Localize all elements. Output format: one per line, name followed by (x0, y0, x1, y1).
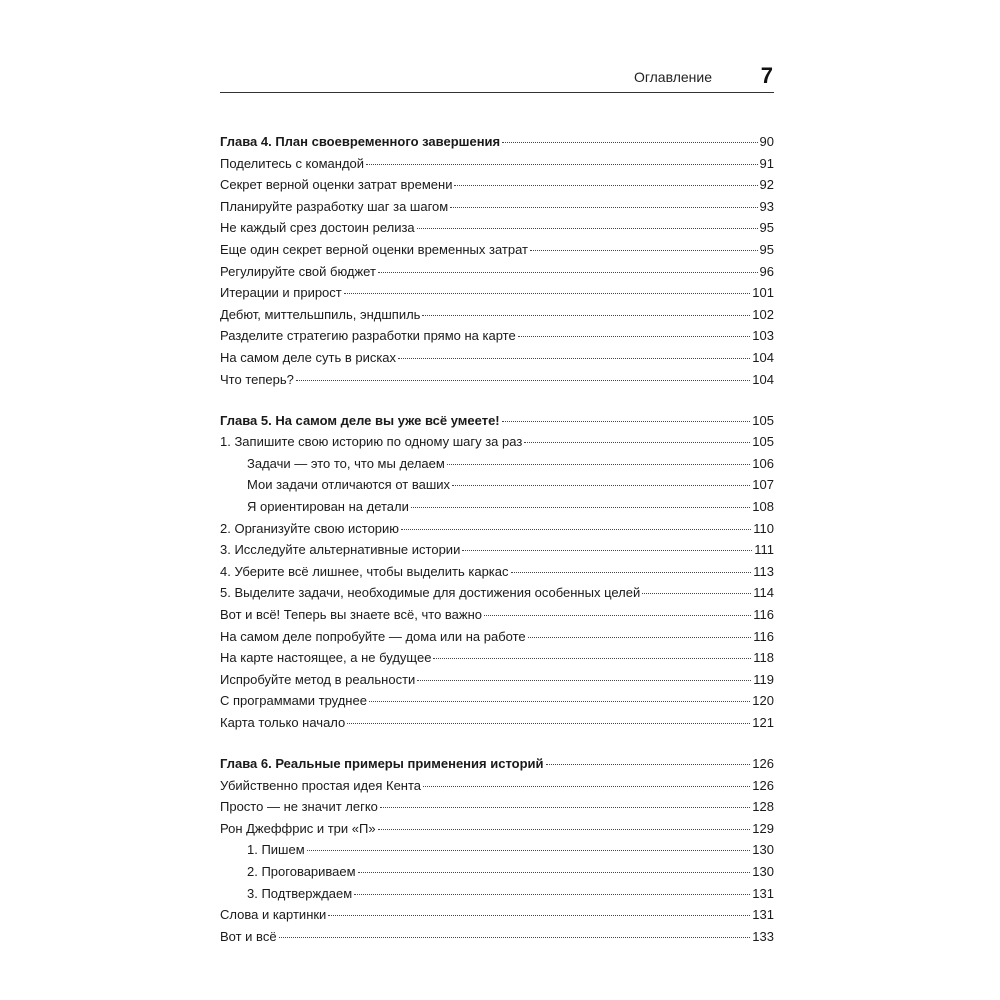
dot-leader (422, 314, 750, 316)
running-title: Оглавление (633, 69, 712, 85)
toc-entry-page: 133 (752, 928, 774, 944)
toc-entry (220, 604, 774, 626)
toc-entry (220, 174, 774, 196)
toc-entry-title: Испробуйте метод в реальности (220, 671, 416, 687)
toc-entry-title: Дебют, миттельшпиль, эндшпиль (220, 306, 421, 322)
toc-entry-page: 107 (752, 477, 774, 493)
toc-entry-page: 91 (759, 155, 774, 171)
toc-entry-title: Еще один секрет верной оценки временных затрат (220, 241, 528, 257)
toc-entry-title: 1. Пишем (247, 842, 305, 858)
dot-leader (347, 722, 750, 724)
dot-leader (524, 441, 750, 443)
toc-entry-title: Задачи — это то, что мы делаем (247, 455, 445, 471)
dot-leader (358, 871, 751, 873)
toc-entry-page: 120 (752, 693, 774, 709)
toc-chapter-heading (220, 753, 774, 775)
toc-entry (220, 539, 774, 561)
toc-chapter-heading (220, 410, 774, 432)
toc-entry (220, 369, 774, 391)
toc-subentry (220, 453, 774, 475)
dot-leader (511, 571, 752, 573)
toc-entry (220, 261, 774, 283)
dot-leader (530, 249, 758, 251)
toc-entry (220, 304, 774, 326)
toc-entry (220, 626, 774, 648)
toc-subentry (220, 496, 774, 518)
toc-subentry (220, 861, 774, 883)
toc-entry (220, 818, 774, 840)
toc-entry-page: 102 (752, 306, 774, 322)
toc-entry-title: Что теперь? (220, 371, 294, 387)
toc-entry-page: 104 (752, 371, 774, 387)
dot-leader (354, 893, 750, 895)
toc-entry-page: 111 (754, 542, 774, 558)
toc-entry-title: Глава 5. На самом деле вы уже всё умеете! (220, 412, 500, 428)
dot-leader (344, 292, 751, 294)
table-of-contents (220, 131, 774, 947)
toc-entry-title: Итерации и прирост (220, 285, 342, 301)
toc-entry-page: 128 (752, 799, 774, 815)
dot-leader (642, 592, 751, 594)
toc-entry (220, 325, 774, 347)
toc-entry-title: 3. Подтверждаем (247, 885, 353, 901)
toc-entry-page: 118 (753, 650, 774, 666)
toc-entry (220, 647, 774, 669)
dot-leader (328, 914, 750, 916)
toc-entry-page: 103 (752, 328, 774, 344)
toc-entry-page: 105 (752, 412, 774, 428)
toc-entry-page: 90 (759, 134, 774, 149)
toc-entry-title: Убийственно простая идея Кента (220, 777, 422, 793)
toc-entry (220, 282, 774, 304)
toc-entry-page: 105 (752, 434, 774, 450)
dot-leader (462, 549, 752, 551)
toc-chapter-heading (220, 131, 774, 153)
toc-entry-title: С программами труднее (220, 693, 367, 709)
dot-leader (502, 420, 751, 422)
toc-entry (220, 690, 774, 712)
toc-entry-page: 95 (759, 220, 774, 236)
toc-entry (220, 775, 774, 797)
toc-entry (220, 239, 774, 261)
toc-entry-title: Секрет верной оценки затрат времени (220, 177, 453, 193)
toc-entry (220, 796, 774, 818)
toc-entry-page: 92 (759, 177, 774, 193)
toc-entry (220, 431, 774, 453)
toc-entry-title: 4. Уберите всё лишнее, чтобы выделить каркас (220, 563, 509, 579)
toc-entry-title: Глава 6. Реальные примеры применения историй (220, 756, 544, 772)
toc-entry-title: На самом деле суть в рисках (220, 349, 397, 365)
toc-entry-title: Слова и картинки (220, 907, 327, 923)
dot-leader (454, 184, 757, 186)
toc-entry-page: 93 (759, 198, 774, 214)
dot-leader (369, 700, 750, 702)
dot-leader (447, 463, 750, 465)
toc-entry-title: Глава 4. План своевременного завершения (220, 134, 501, 149)
toc-entry-title: Регулируйте свой бюджет (220, 263, 376, 279)
dot-leader (296, 379, 750, 381)
toc-entry-page: 121 (752, 714, 774, 730)
toc-entry-title: Разделите стратегию разработки прямо на карте (220, 328, 516, 344)
toc-entry-page: 131 (752, 885, 774, 901)
toc-entry-title: Мои задачи отличаются от ваших (247, 477, 451, 493)
dot-leader (433, 657, 751, 659)
toc-entry-title: Не каждый срез достоин релиза (220, 220, 415, 236)
toc-entry-title: Рон Джеффрис и три «П» (220, 820, 376, 836)
toc-entry (220, 561, 774, 583)
toc-subentry (220, 883, 774, 905)
toc-entry (220, 153, 774, 175)
dot-leader (417, 679, 751, 681)
dot-leader (528, 636, 752, 638)
toc-subentry (220, 839, 774, 861)
dot-leader (366, 163, 757, 165)
toc-entry-page: 113 (753, 563, 774, 579)
dot-leader (401, 528, 751, 530)
dot-leader (484, 614, 751, 616)
dot-leader (518, 335, 751, 337)
dot-leader (450, 206, 757, 208)
dot-leader (378, 271, 758, 273)
toc-chapter-section (220, 410, 774, 734)
page-number: 7 (760, 63, 773, 88)
toc-entry-page: 106 (752, 455, 774, 471)
dot-leader (378, 828, 751, 830)
toc-entry (220, 196, 774, 218)
toc-entry-title: Вот и всё (220, 928, 277, 944)
toc-entry-page: 130 (752, 864, 774, 879)
dot-leader (417, 227, 758, 229)
running-header (220, 62, 774, 93)
toc-entry-page: 114 (753, 585, 774, 601)
dot-leader (307, 849, 751, 851)
toc-entry-page: 101 (752, 285, 774, 301)
dot-leader (423, 785, 750, 787)
toc-entry-title: 3. Исследуйте альтернативные истории (220, 542, 461, 558)
toc-entry (220, 582, 774, 604)
toc-entry-page: 130 (752, 842, 774, 858)
toc-chapter-section (220, 753, 774, 947)
dot-leader (452, 484, 750, 486)
toc-entry-title: Поделитесь с командой (220, 155, 365, 171)
toc-entry (220, 347, 774, 369)
toc-entry-title: 1. Запишите свою историю по одному шагу за раз (220, 434, 523, 450)
toc-entry-page: 116 (753, 628, 774, 644)
toc-chapter-section (220, 131, 774, 390)
toc-entry-page: 95 (759, 241, 774, 257)
toc-entry-title: 5. Выделите задачи, необходимые для достижения особенных целей (220, 585, 641, 601)
toc-entry-page: 96 (759, 263, 774, 279)
toc-entry-page: 126 (752, 777, 774, 793)
toc-entry-page: 129 (752, 820, 774, 836)
toc-entry (220, 904, 774, 926)
toc-entry-page: 131 (752, 907, 774, 923)
toc-entry-page: 104 (752, 349, 774, 365)
toc-entry-title: Я ориентирован на детали (247, 499, 409, 514)
toc-entry-page: 110 (753, 520, 774, 536)
toc-entry-title: Планируйте разработку шаг за шагом (220, 198, 449, 214)
toc-entry-title: 2. Проговариваем (247, 864, 356, 879)
toc-entry-page: 126 (752, 756, 774, 772)
toc-entry-page: 108 (752, 499, 774, 514)
dot-leader (411, 506, 750, 508)
dot-leader (279, 936, 751, 938)
toc-entry (220, 669, 774, 691)
toc-entry (220, 926, 774, 948)
dot-leader (502, 141, 757, 143)
toc-entry-title: 2. Организуйте свою историю (220, 520, 400, 536)
toc-entry-title: На самом деле попробуйте — дома или на работе (220, 628, 526, 644)
toc-entry-page: 116 (753, 606, 774, 622)
dot-leader (398, 357, 750, 359)
toc-entry (220, 518, 774, 540)
toc-entry-title: Вот и всё! Теперь вы знаете всё, что важно (220, 606, 483, 622)
toc-entry-page: 119 (753, 671, 774, 687)
dot-leader (380, 806, 750, 808)
toc-entry-title: На карте настоящее, а не будущее (220, 650, 432, 666)
toc-entry-title: Просто — не значит легко (220, 799, 378, 815)
toc-entry (220, 217, 774, 239)
dot-leader (546, 763, 751, 765)
toc-entry (220, 712, 774, 734)
toc-entry-title: Карта только начало (220, 714, 346, 730)
toc-subentry (220, 474, 774, 496)
